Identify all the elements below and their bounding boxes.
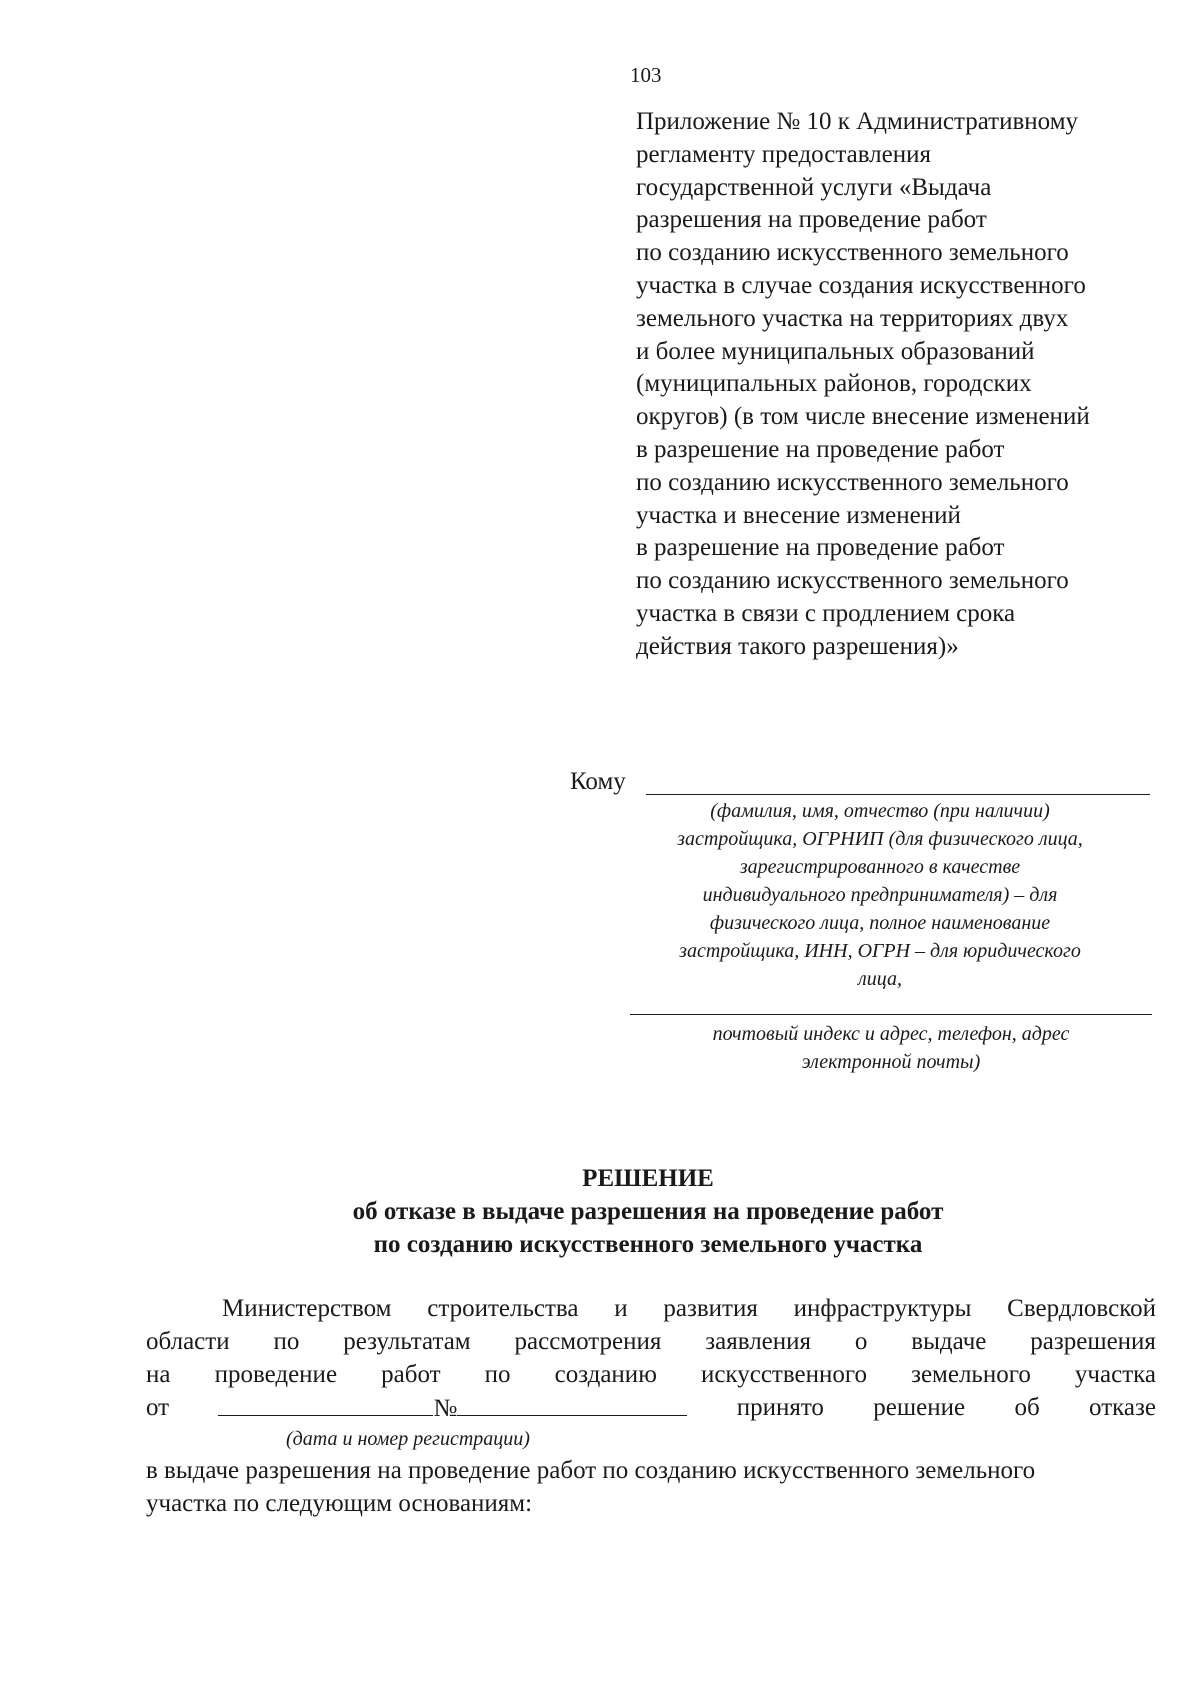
body-word: по: [273, 1328, 300, 1355]
appendix-line: и более муниципальных образований: [636, 337, 1035, 365]
recipient-row: [570, 766, 1150, 800]
body-word: Министерством: [222, 1295, 392, 1322]
body-word: земельного: [911, 1361, 1031, 1388]
decision-heading: [140, 1162, 1156, 1261]
body-line-4: [146, 1391, 1156, 1424]
page-number: 103: [630, 63, 662, 87]
address-blank-line: [630, 1014, 1152, 1015]
body-word: рассмотрения: [514, 1328, 662, 1355]
body-word: развития: [663, 1295, 758, 1322]
appendix-line: по созданию искусственного земельного: [636, 468, 1069, 496]
decision-subtitle-2: по созданию искусственного земельного участка: [373, 1231, 923, 1258]
body-word: искусственного: [700, 1361, 867, 1388]
body-word-prinyato: принято: [736, 1394, 824, 1421]
appendix-line: участка в случае создания искусственного: [636, 271, 1086, 299]
number-blank: [457, 1391, 687, 1416]
number-sign: №: [433, 1395, 458, 1422]
appendix-line: земельного участка на территориях двух: [636, 304, 1069, 332]
appendix-line: Приложение № 10 к Административному: [636, 108, 1079, 135]
address-hint-line: почтовый индекс и адрес, телефон, адрес: [712, 1023, 1070, 1045]
recipient-hint: [630, 797, 1130, 993]
appendix-line: в разрешение на проведение работ: [636, 534, 1005, 562]
appendix-line: участка и внесение изменений: [636, 501, 961, 529]
decision-body: [146, 1292, 1156, 1520]
body-word: строительства: [427, 1295, 579, 1322]
recipient-hint-line: физического лица, полное наименование: [709, 912, 1051, 934]
appendix-line: государственной услуги «Выдача: [636, 173, 992, 201]
recipient-hint-line: (фамилия, имя, отчество (при наличии): [710, 800, 1050, 822]
appendix-line: по созданию искусственного земельного: [636, 567, 1069, 595]
body-word: на: [146, 1361, 171, 1388]
body-from-word: от: [146, 1394, 170, 1421]
body-word: выдаче: [911, 1328, 987, 1355]
body-line-5: в выдаче разрешения на проведение работ по созданию искусственного земельного: [146, 1457, 1036, 1484]
appendix-line: по созданию искусственного земельного: [636, 239, 1069, 267]
registration-field: [218, 1391, 687, 1424]
appendix-line: регламенту предоставления: [636, 140, 932, 168]
recipient-hint-line: застройщика, ОГРНИП (для физического лица,: [677, 828, 1083, 850]
body-word-reshenie: решение: [873, 1394, 966, 1421]
appendix-line: разрешения на проведение работ: [636, 206, 987, 234]
date-blank: [218, 1391, 433, 1416]
body-word: разрешения: [1030, 1328, 1156, 1355]
recipient-hint-line: индивидуального предпринимателя) – для: [702, 884, 1058, 906]
body-word: и: [614, 1295, 628, 1322]
recipient-hint-line: лица,: [858, 968, 902, 990]
address-hint: [630, 1020, 1152, 1076]
body-word: о: [854, 1328, 868, 1355]
body-word: созданию: [554, 1361, 657, 1388]
body-word: инфраструктуры: [793, 1295, 972, 1322]
body-word: участка: [1074, 1361, 1156, 1388]
appendix-line: (муниципальных районов, городских: [636, 370, 1032, 398]
body-line-6: участка по следующим основаниям:: [146, 1490, 533, 1517]
body-word: заявления: [705, 1328, 812, 1355]
recipient-label: Кому: [570, 768, 626, 795]
body-word: результатам: [343, 1328, 471, 1355]
appendix-line: округов) (в том числе внесение изменений: [636, 403, 1090, 431]
registration-hint: (дата и номер регистрации): [286, 1428, 530, 1450]
body-word: работ: [381, 1361, 441, 1388]
decision-title: РЕШЕНИЕ: [582, 1165, 714, 1192]
body-word-otkaze: отказе: [1089, 1394, 1156, 1421]
recipient-blank-line: [646, 794, 1150, 795]
recipient-hint-line: зарегистрированного в качестве: [739, 856, 1021, 878]
body-word: области: [146, 1328, 230, 1355]
body-line-3: [146, 1358, 1156, 1391]
body-line-1: [146, 1292, 1156, 1325]
body-word: по: [484, 1361, 511, 1388]
body-line-2: [146, 1325, 1156, 1358]
body-word-ob: об: [1014, 1394, 1040, 1421]
appendix-line: участка в связи с продлением срока: [636, 599, 1016, 627]
recipient-hint-line: застройщика, ИНН, ОГРН – для юридического: [679, 940, 1081, 962]
body-word: Свердловской: [1007, 1295, 1156, 1322]
body-word: проведение: [214, 1361, 338, 1388]
appendix-line: действия такого разрешения)»: [636, 632, 959, 660]
decision-subtitle-1: об отказе в выдаче разрешения на проведение работ: [352, 1198, 944, 1225]
appendix-line: в разрешение на проведение работ: [636, 435, 1005, 463]
address-hint-line: электронной почты): [801, 1051, 981, 1073]
appendix-header: [636, 106, 1176, 664]
